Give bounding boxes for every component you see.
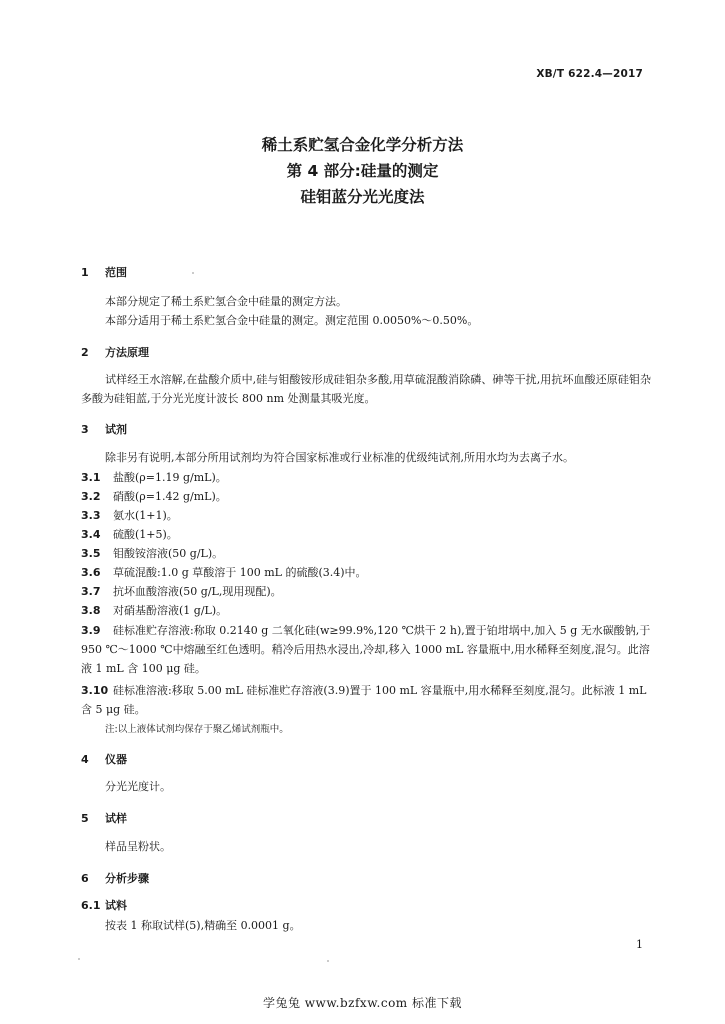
section-5-heading: 5 试样 (81, 812, 127, 825)
title-line-2: 第 4 部分:硅量的测定 (286, 162, 439, 180)
reagent-item: 3.3 氨水(1+1)。 (81, 509, 178, 522)
section-2-text: 试样经王水溶解,在盐酸介质中,硅与钼酸铵形成硅钼杂多酸,用草硫混酸消除磷、砷等干扰,用抗坏血酸还原硅钼杂多酸为硅钼蓝,于分光光度计波长 800 nm 处测量其吸光度。 (81, 373, 651, 405)
reagent-item: 3.8 对硝基酚溶液(1 g/L)。 (81, 604, 228, 617)
section-5-text: 样品呈粉状。 (105, 840, 171, 853)
subsection-6-1-text: 按表 1 称取试样(5),精确至 0.0001 g。 (105, 919, 301, 932)
section-1-line-2: 本部分适用于稀土系贮氢合金中硅量的测定。测定范围 0.0050%～0.50%。 (105, 314, 479, 327)
reagent-item: 3.10 硅标准溶液:移取 5.00 mL 硅标准贮存溶液(3.9)置于 100 mL 容量瓶中,用水稀释至刻度,混匀。此标液 1 mL 含 5 μg 硅。 (81, 684, 647, 716)
reagent-item: 3.7 抗坏血酸溶液(50 g/L,现用现配)。 (81, 585, 282, 598)
title-line-1: 稀土系贮氢合金化学分析方法 (261, 136, 464, 154)
section-4-text: 分光光度计。 (105, 780, 171, 793)
watermark-footer: 学兔兔 www.bzfxw.com 标准下载 (262, 996, 463, 1010)
section-1-heading: 1 范围 (81, 266, 127, 279)
section-3-heading: 3 试剂 (81, 423, 127, 436)
section-2-heading: 2 方法原理 (81, 346, 149, 359)
reagent-item: 3.4 硫酸(1+5)。 (81, 528, 178, 541)
reagent-note: 注:以上液体试剂均保存于聚乙烯试剂瓶中。 (105, 724, 289, 735)
reagent-item: 3.2 硝酸(ρ=1.42 g/mL)。 (81, 490, 227, 503)
section-1-line-1: 本部分规定了稀土系贮氢合金中硅量的测定方法。 (105, 295, 347, 308)
subsection-6-1-heading: 6.1 试料 (81, 899, 127, 912)
section-6-heading: 6 分析步骤 (81, 872, 149, 885)
section-3-intro: 除非另有说明,本部分所用试剂均为符合国家标准或行业标准的优级纯试剂,所用水均为去离子水。 (105, 451, 574, 464)
scan-speck (327, 960, 329, 962)
standard-number: XB/T 622.4—2017 (536, 68, 643, 80)
scan-speck (78, 958, 80, 960)
section-4-heading: 4 仪器 (81, 753, 127, 766)
reagent-item: 3.5 钼酸铵溶液(50 g/L)。 (81, 547, 224, 560)
document-title (0, 132, 725, 210)
title-line-3: 硅钼蓝分光光度法 (300, 188, 425, 206)
reagent-item: 3.9 硅标准贮存溶液:称取 0.2140 g 二氧化硅(w≥99.9%,120 ℃烘干 2 h),置于铂坩埚中,加入 5 g 无水碳酸钠,于 950 ℃～1000 ℃中熔融至红色透明。稍冷后用热水浸出,冷却,移入 1000 mL 容量瓶中,用水稀释至刻度,混匀。此溶液 1 mL 含 100 μg 硅。 (81, 624, 651, 675)
scan-speck (192, 272, 194, 274)
reagent-item: 3.1 盐酸(ρ=1.19 g/mL)。 (81, 471, 227, 484)
page-number: 1 (636, 938, 643, 951)
reagent-item: 3.6 草硫混酸:1.0 g 草酸溶于 100 mL 的硫酸(3.4)中。 (81, 566, 367, 579)
